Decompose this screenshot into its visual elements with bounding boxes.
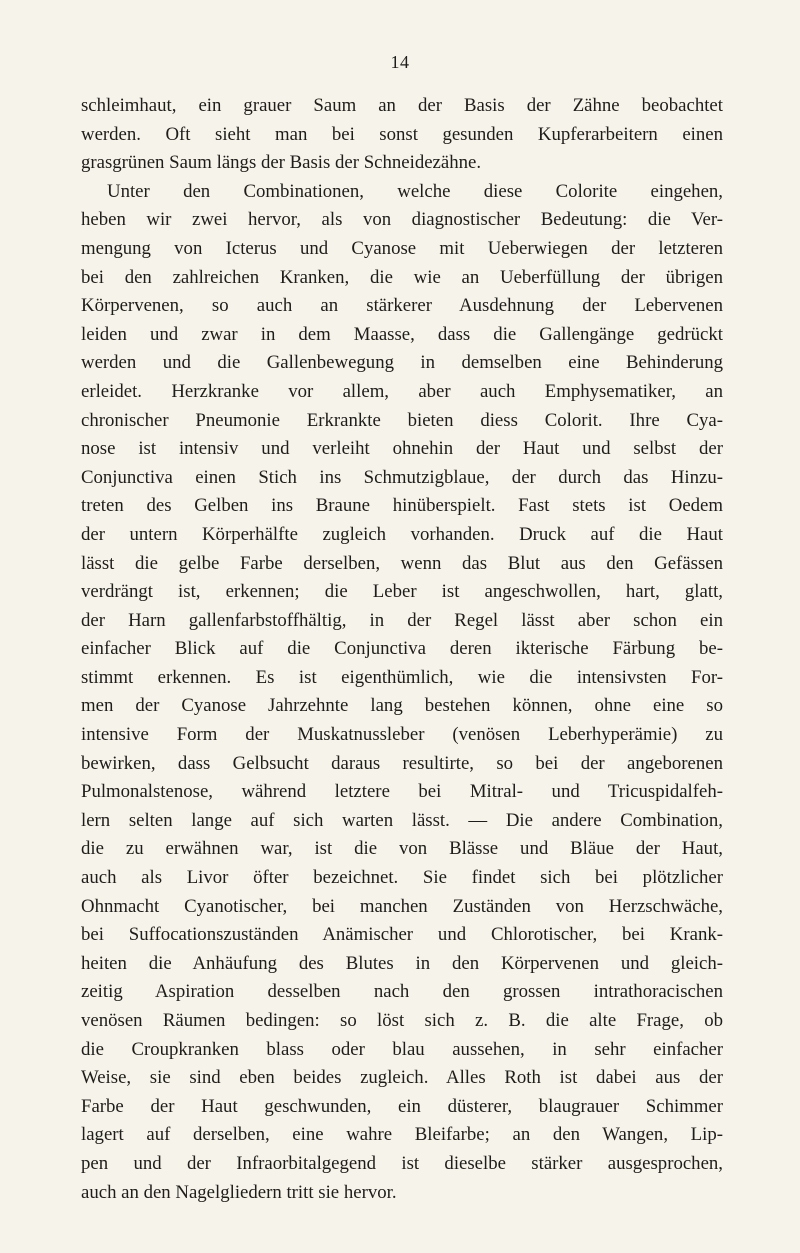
text-line: Ohnmacht Cyanotischer, bei manchen Zuständen von Herzschwäche, [81,895,723,917]
text-line: intensive Form der Muskatnussleber (venösen Leberhyperämie) zu [81,724,723,746]
text-line: der untern Körperhälfte zugleich vorhanden. Druck auf die Haut [81,523,723,545]
text-line: leiden und zwar in dem Maasse, dass die Gallengänge gedrückt [81,323,723,345]
text-line: werden. Oft sieht man bei sonst gesunden Kupferarbeitern einen [81,123,723,145]
text-line: Körpervenen, so auch an stärkerer Ausdehnung der Lebervenen [81,295,723,317]
text-line: Unter den Combinationen, welche diese Colorite eingehen, [107,180,723,202]
text-line: chronischer Pneumonie Erkrankte bieten diess Colorit. Ihre Cya- [81,409,723,431]
text-line: die zu erwähnen war, ist die von Blässe und Bläue der Haut, [81,838,723,860]
text-line: einfacher Blick auf die Conjunctiva deren ikterische Färbung be- [81,638,723,660]
text-line: grasgrünen Saum längs der Basis der Schneidezähne. [81,152,482,174]
text-line: venösen Räumen bedingen: so löst sich z. B. die alte Frage, ob [81,1010,723,1031]
text-line: treten des Gelben ins Braune hinüberspielt. Fast stets ist Oedem [81,495,723,517]
text-line: heben wir zwei hervor, als von diagnostischer Bedeutung: die Ver- [81,209,723,231]
text-line: men der Cyanose Jahrzehnte lang bestehen können, ohne eine so [81,695,723,717]
text-line: auch als Livor öfter bezeichnet. Sie findet sich bei plötzlicher [81,867,723,889]
text-line: die Croupkranken blass oder blau aussehen, in sehr einfacher [81,1038,723,1060]
page-number: 14 [390,52,410,72]
text-line: verdrängt ist, erkennen; die Leber ist angeschwollen, hart, glatt, [81,581,723,603]
text-line: auch an den Nagelgliedern tritt sie hervor. [81,1181,397,1203]
text-line: bei Suffocationszuständen Anämischer und Chlorotischer, bei Krank- [81,924,723,946]
text-line: erleidet. Herzkranke vor allem, aber auch Emphysematiker, an [81,380,723,402]
text-line: der Harn gallenfarbstoffhältig, in der Regel lässt aber schon ein [81,609,723,631]
text-line: pen und der Infraorbitalgegend ist dieselbe stärker ausgesprochen, [81,1152,723,1174]
text-line: lern selten lange auf sich warten lässt. — Die andere Combination, [81,809,723,831]
text-line: stimmt erkennen. Es ist eigenthümlich, wie die intensivsten For- [81,666,723,688]
text-line: bei den zahlreichen Kranken, die wie an Ueberfüllung der übrigen [81,266,723,288]
text-line: schleimhaut, ein grauer Saum an der Basis der Zähne beobachtet [81,95,723,116]
text-line: zeitig Aspiration desselben nach den grossen intrathoracischen [81,981,723,1003]
text-line: heiten die Anhäufung des Blutes in den Körpervenen und gleich- [81,952,723,974]
text-line: nose ist intensiv und verleiht ohnehin der Haut und selbst der [81,438,723,460]
text-line: Farbe der Haut geschwunden, ein düsterer, blaugrauer Schimmer [81,1095,723,1117]
text-line: lässt die gelbe Farbe derselben, wenn das Blut aus den Gefässen [81,552,723,574]
text-line: mengung von Icterus und Cyanose mit Ueberwiegen der letzteren [81,237,723,259]
text-line: werden und die Gallenbewegung in demselben eine Behinderung [81,352,723,374]
text-line: Pulmonalstenose, während letztere bei Mitral- und Tricuspidalfeh- [81,781,723,803]
text-line: bewirken, dass Gelbsucht daraus resultirte, so bei der angeborenen [81,752,723,774]
body-text [81,92,723,1207]
text-line: lagert auf derselben, eine wahre Bleifarbe; an den Wangen, Lip- [81,1124,723,1146]
text-line: Conjunctiva einen Stich ins Schmutzigblaue, der durch das Hinzu- [81,466,723,488]
text-line: Weise, sie sind eben beides zugleich. Alles Roth ist dabei aus der [81,1067,723,1089]
